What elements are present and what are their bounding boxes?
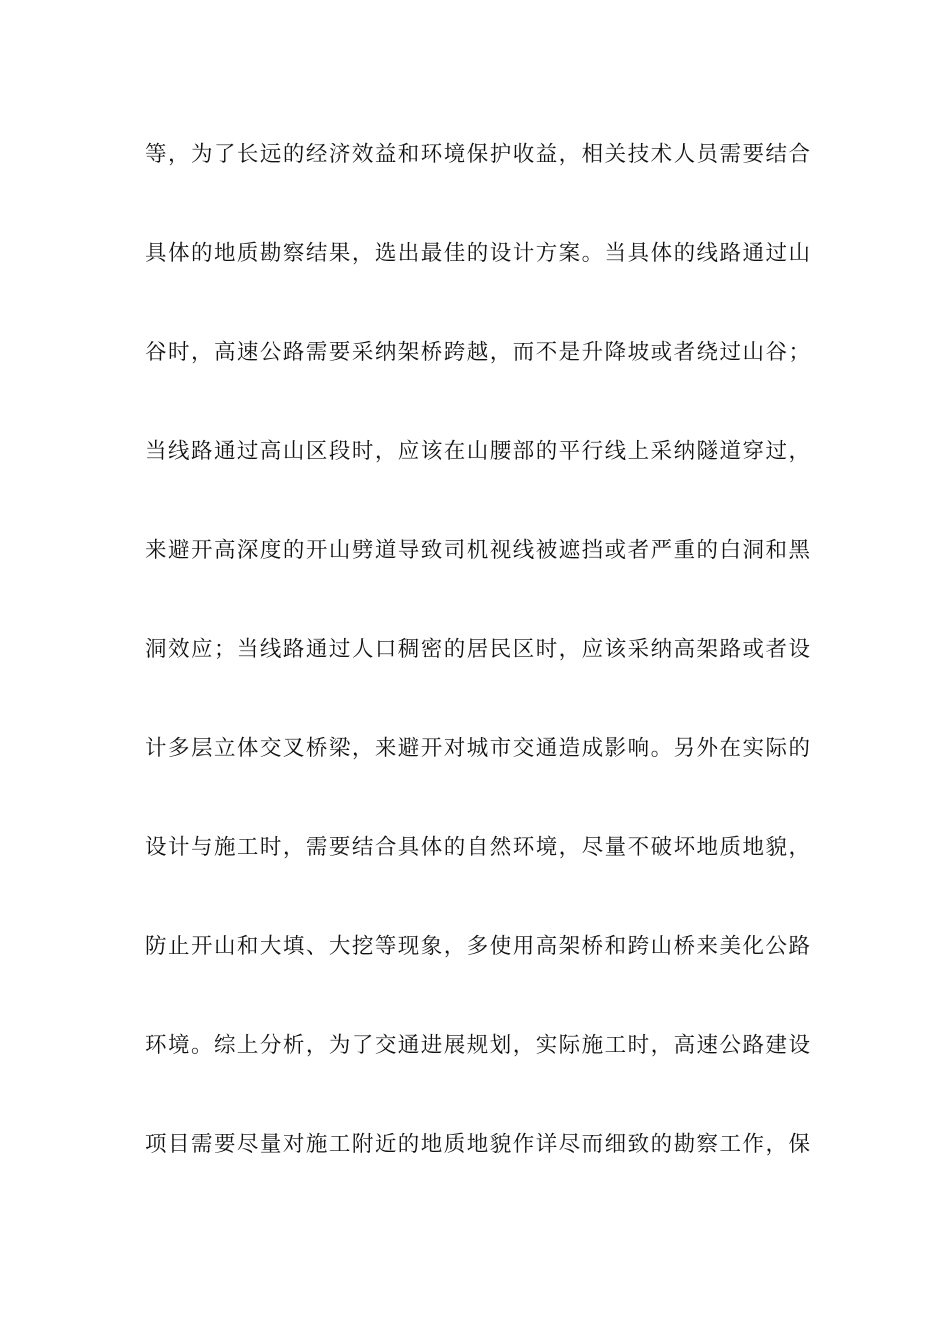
text-line: 设计与施工时，需要结合具体的自然环境，尽量不破坏地质地貌， (145, 835, 810, 860)
text-line: 当线路通过高山区段时，应该在山腰部的平行线上采纳隧道穿过， (145, 439, 810, 464)
text-line: 环境。综上分析，为了交通进展规划，实际施工时，高速公路建设 (145, 1033, 810, 1058)
text-line: 洞效应；当线路通过人口稠密的居民区时，应该采纳高架路或者设 (145, 637, 810, 662)
text-line: 来避开高深度的开山劈道导致司机视线被遮挡或者严重的白洞和黑 (145, 538, 810, 563)
text-line: 项目需要尽量对施工附近的地质地貌作详尽而细致的勘察工作，保 (145, 1132, 810, 1157)
text-line: 计多层立体交叉桥梁，来避开对城市交通造成影响。另外在实际的 (145, 736, 810, 761)
text-line: 具体的地质勘察结果，选出最佳的设计方案。当具体的线路通过山 (145, 241, 810, 266)
text-line: 谷时，高速公路需要采纳架桥跨越，而不是升降坡或者绕过山谷； (145, 340, 810, 365)
body-text (145, 130, 810, 1219)
text-line: 等，为了长远的经济效益和环境保护收益，相关技术人员需要结合 (145, 142, 810, 167)
text-line: 防止开山和大填、大挖等现象，多使用高架桥和跨山桥来美化公路 (145, 934, 810, 959)
